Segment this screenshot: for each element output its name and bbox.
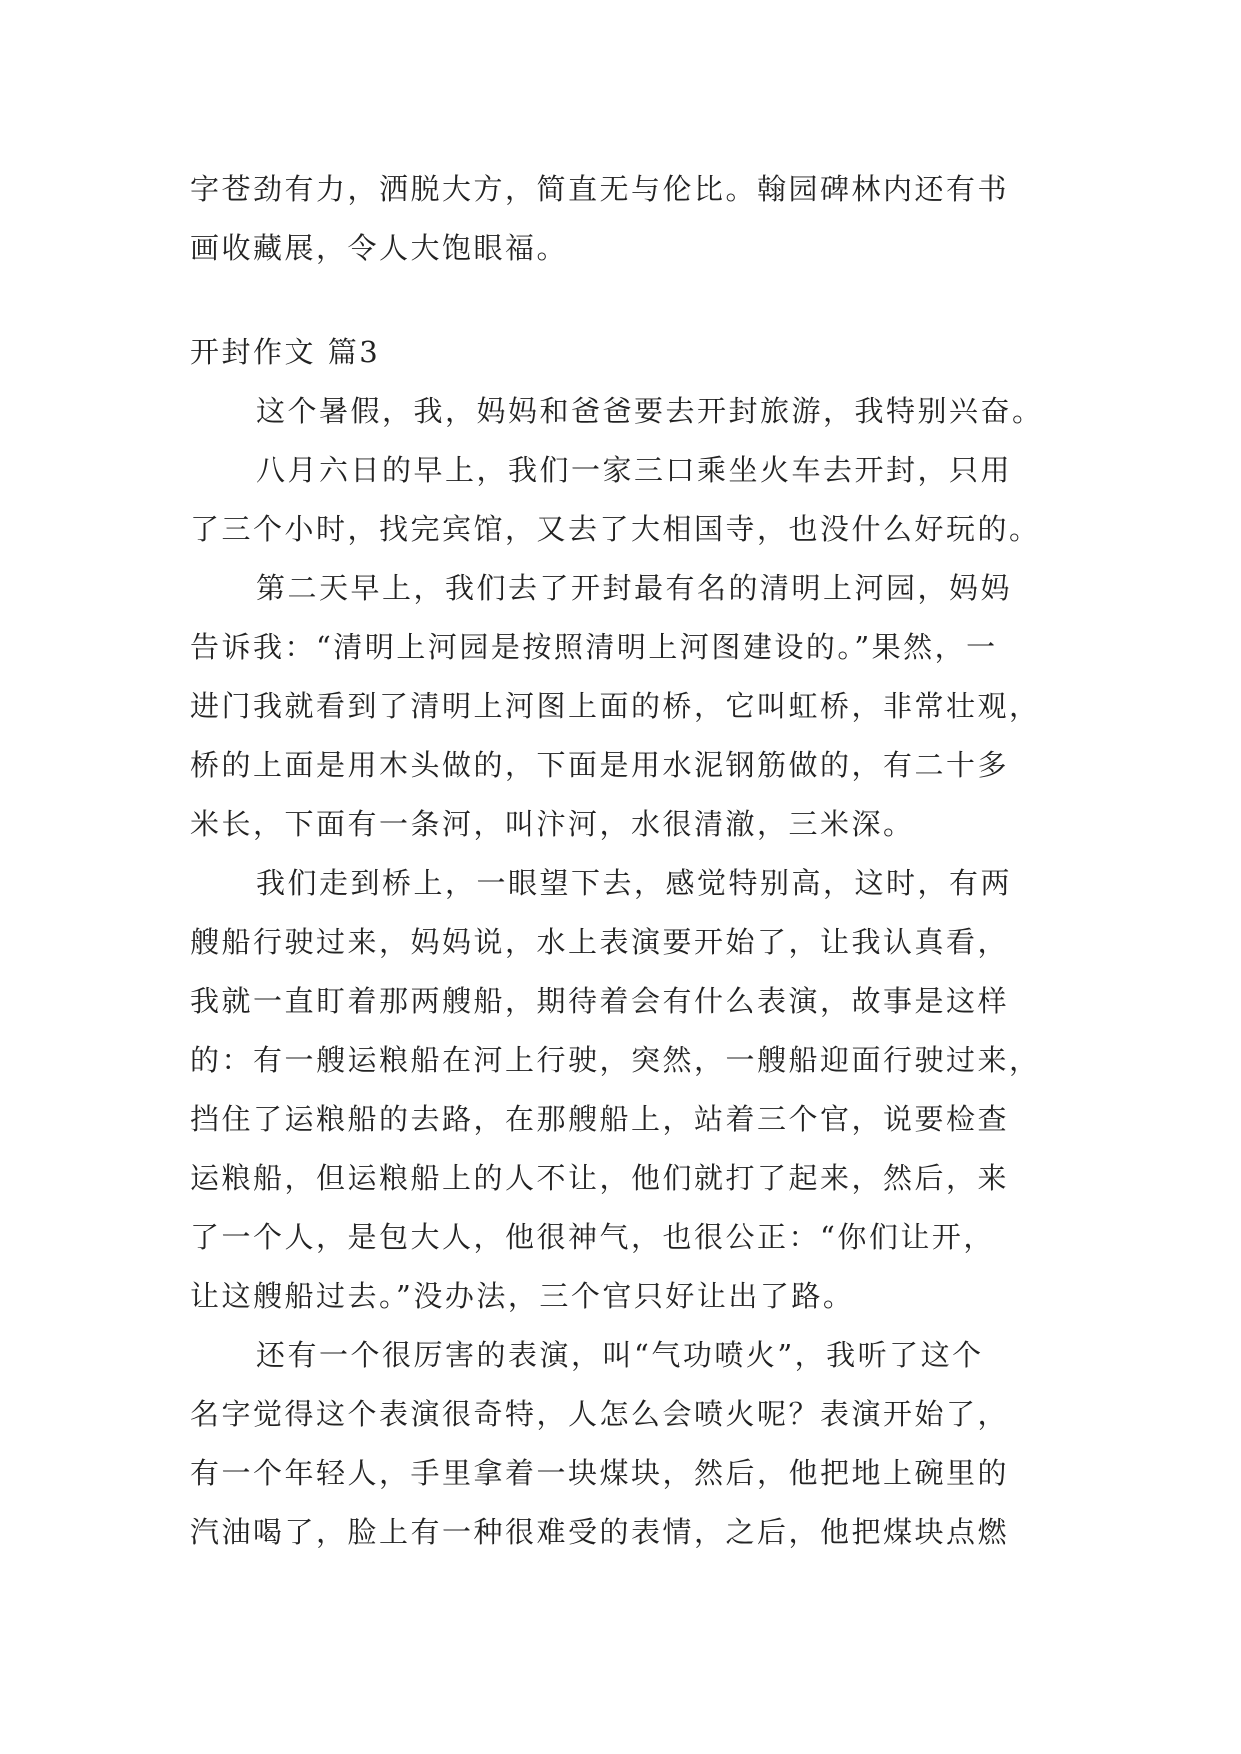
text-line: 让这艘船过去。”没办法，三个官只好让出了路。 [190, 1279, 855, 1313]
section-title: 开封作文 篇3 [190, 335, 381, 369]
text-line: 八月六日的早上，我们一家三口乘坐火车去开封，只用 [256, 453, 1013, 487]
text-line: 了三个小时，找完宾馆，又去了大相国寺，也没什么好玩的。 [190, 512, 1041, 546]
document-body [190, 160, 1070, 1562]
paragraph [190, 382, 1070, 441]
paragraph [190, 854, 1070, 1326]
paragraph [190, 1326, 1070, 1562]
text-line: 名字觉得这个表演很奇特，人怎么会喷火呢？表演开始了， [190, 1397, 1010, 1431]
continued-paragraph [190, 160, 1070, 278]
paragraph [190, 559, 1070, 854]
text-line: 我就一直盯着那两艘船，期待着会有什么表演，故事是这样 [190, 984, 1010, 1018]
paragraph [190, 441, 1070, 559]
text-line: 告诉我：“清明上河园是按照清明上河图建设的。”果然，一 [190, 630, 998, 664]
text-line: 字苍劲有力，洒脱大方，简直无与伦比。翰园碑林内还有书 [190, 172, 1010, 206]
text-line: 汽油喝了，脸上有一种很难受的表情，之后，他把煤块点燃 [190, 1515, 1010, 1549]
text-line: 进门我就看到了清明上河图上面的桥，它叫虹桥，非常壮观， [190, 689, 1041, 723]
text-line: 有一个年轻人，手里拿着一块煤块，然后，他把地上碗里的 [190, 1456, 1010, 1490]
text-line: 画收藏展，令人大饱眼福。 [190, 231, 569, 265]
text-line: 运粮船，但运粮船上的人不让，他们就打了起来，然后，来 [190, 1161, 1010, 1195]
text-line: 挡住了运粮船的去路，在那艘船上，站着三个官，说要检查 [190, 1102, 1010, 1136]
text-line: 这个暑假，我，妈妈和爸爸要去开封旅游，我特别兴奋。 [256, 394, 1044, 428]
text-line: 还有一个很厉害的表演，叫“气功喷火”，我听了这个 [256, 1338, 984, 1372]
text-line: 艘船行驶过来，妈妈说，水上表演要开始了，让我认真看， [190, 925, 1010, 959]
text-line: 我们走到桥上，一眼望下去，感觉特别高，这时，有两 [256, 866, 1013, 900]
text-line: 米长，下面有一条河，叫汴河，水很清澈，三米深。 [190, 807, 915, 841]
text-line: 的：有一艘运粮船在河上行驶，突然，一艘船迎面行驶过来， [190, 1043, 1041, 1077]
text-line: 桥的上面是用木头做的，下面是用水泥钢筋做的，有二十多 [190, 748, 1010, 782]
text-line: 第二天早上，我们去了开封最有名的清明上河园，妈妈 [256, 571, 1013, 605]
text-line: 了一个人，是包大人，他很神气，也很公正：“你们让开， [190, 1220, 995, 1254]
